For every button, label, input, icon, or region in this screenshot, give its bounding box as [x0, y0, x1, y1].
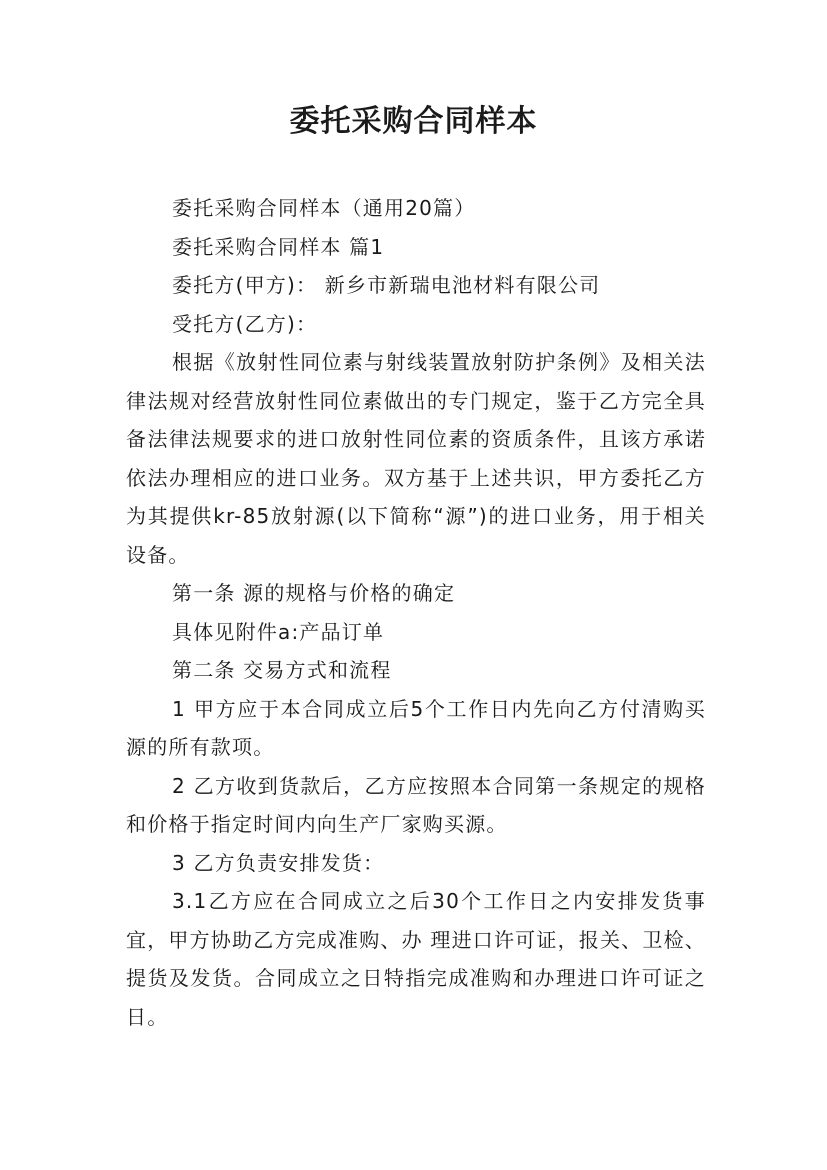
paragraph-party-a: 委托方(甲方)： 新乡市新瑞电池材料有限公司	[172, 273, 601, 297]
paragraph-preamble: 根据《放射性同位素与射线装置放射防护条例》及相关法律法规对经营放射性同位素做出的专门规定，鉴于乙方完全具备法律法规要求的进口放射性同位素的资质条件，且该方承诺依法办理相应的进口业务。双方基于上述共识，甲方委托乙方为其提供kr-85放射源(以下简称“源”)的进口业务，用于相关设备。	[126, 350, 706, 567]
paragraph-clause-3-1: 3.1乙方应在合同成立之后30个工作日之内安排发货事宜，甲方协助乙方完成准购、办 理进口许可证，报关、卫检、提货及发货。合同成立之日特指完成准购和办理进口许可证之日。	[126, 889, 706, 1029]
paragraph-article-1: 第一条 源的规格与价格的确定	[172, 581, 456, 605]
paragraph-heading-general: 委托采购合同样本（通用20篇）	[172, 196, 476, 220]
paragraph-heading-part-1: 委托采购合同样本 篇1	[172, 234, 385, 259]
paragraph-clause-1: 1 甲方应于本合同成立后5个工作日内先向乙方付清购买源的所有款项。	[126, 696, 706, 759]
paragraph-article-2: 第二条 交易方式和流程	[172, 658, 392, 682]
document-title: 委托采购合同样本	[289, 104, 538, 139]
paragraph-clause-2: 2 乙方收到货款后，乙方应按照本合同第一条规定的规格和价格于指定时间内向生产厂家购买源。	[126, 773, 706, 836]
paragraph-clause-3: 3 乙方负责安排发货：	[172, 850, 385, 875]
document-body	[126, 189, 706, 1036]
paragraph-attachment-reference: 具体见附件a:产品订单	[172, 619, 385, 644]
paragraph-party-b: 受托方(乙方)：	[172, 311, 318, 336]
